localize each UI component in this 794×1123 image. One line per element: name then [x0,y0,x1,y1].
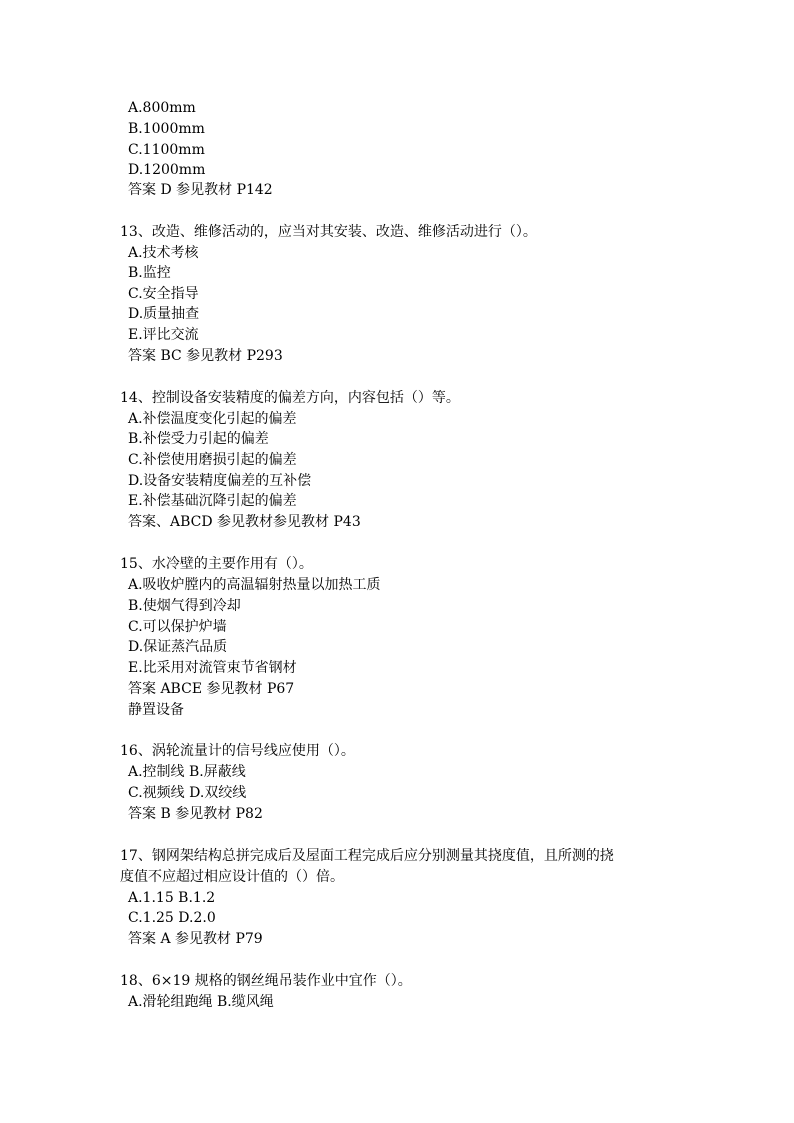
q13-option-a: A.技术考核 [128,245,199,261]
q18-options-ab: A.滑轮组跑绳 B.缆风绳 [128,994,274,1010]
q12-option-c: C.1100mm [128,142,205,158]
q15-option-c: C.可以保护炉墙 [128,619,227,635]
q16-question: 16、涡轮流量计的信号线应使用（）。 [120,743,355,759]
q16-answer: 答案 B 参见教材 P82 [128,806,263,822]
q17-question-line-2: 度值不应超过相应设计值的（）倍。 [120,869,344,885]
q17-question-line-1: 17、钢网架结构总拼完成后及屋面工程完成后应分别测量其挠度值，且所测的挠 [120,848,614,864]
q15-option-e: E.比采用对流管束节省钢材 [128,660,297,676]
q17-options-ab: A.1.15 B.1.2 [128,890,216,906]
q12-option-d: D.1200mm [128,162,206,178]
q14-option-c: C.补偿使用磨损引起的偏差 [128,452,297,468]
q13-option-e: E.评比交流 [128,327,199,343]
q15-question: 15、水冷壁的主要作用有（）。 [120,556,313,572]
q13-option-b: B.监控 [128,265,171,281]
q12-option-a: A.800mm [128,100,196,116]
q12-option-b: B.1000mm [128,121,205,137]
q16-options-cd: C.视频线 D.双绞线 [128,785,247,801]
q14-option-d: D.设备安装精度偏差的互补偿 [128,473,312,489]
q16-options-ab: A.控制线 B.屏蔽线 [128,764,246,780]
q18-question: 18、6×19 规格的钢丝绳吊装作业中宜作（）。 [120,973,412,989]
q13-option-c: C.安全指导 [128,286,199,302]
q17-answer: 答案 A 参见教材 P79 [128,931,263,947]
section-heading: 静置设备 [128,702,184,718]
q14-question: 14、控制设备安装精度的偏差方向，内容包括（）等。 [120,390,460,406]
q13-question: 13、改造、维修活动的，应当对其安装、改造、维修活动进行（）。 [120,224,537,240]
q13-option-d: D.质量抽查 [128,306,200,322]
q14-option-b: B.补偿受力引起的偏差 [128,431,269,447]
q14-answer: 答案、ABCD 参见教材参见教材 P43 [128,514,361,530]
q14-option-e: E.补偿基础沉降引起的偏差 [128,493,297,509]
q14-option-a: A.补偿温度变化引起的偏差 [128,411,297,427]
q15-option-b: B.使烟气得到冷却 [128,598,241,614]
q15-answer: 答案 ABCE 参见教材 P67 [128,681,295,697]
q15-option-a: A.吸收炉膛内的高温辐射热量以加热工质 [128,577,381,593]
q15-option-d: D.保证蒸汽品质 [128,639,228,655]
q17-options-cd: C.1.25 D.2.0 [128,910,216,926]
q13-answer: 答案 BC 参见教材 P293 [128,348,283,364]
q12-answer: 答案 D 参见教材 P142 [128,182,273,198]
